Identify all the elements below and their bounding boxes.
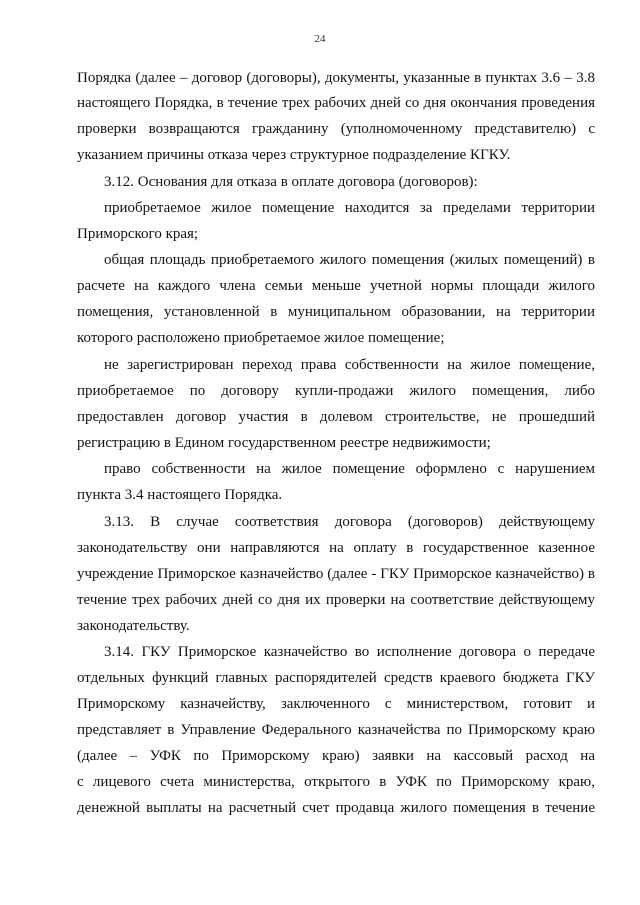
text-line: законодательству они направляются на оплату в государственное казенное — [77, 540, 595, 556]
text-line: расчете на каждого члена семьи меньше учетной нормы площади жилого — [77, 278, 595, 294]
text-line: регистрацию в Едином государственном реестре недвижимости; — [77, 435, 491, 451]
text-line: которого расположено приобретаемое жилое помещение; — [77, 330, 445, 346]
text-line: помещения, установленной в муниципальном образовании, на территории — [77, 304, 595, 320]
text-line: настоящего Порядка, в течение трех рабочих дней со дня окончания проведения — [77, 95, 595, 111]
text-line: приобретаемое по договору купли-продажи жилого помещения, либо — [77, 383, 595, 399]
text-line: пункта 3.4 настоящего Порядка. — [77, 487, 283, 503]
text-line: предоставлен договор участия в долевом строительстве, не прошедший — [77, 409, 595, 425]
text-line: не зарегистрирован переход права собственности на жилое помещение, — [104, 357, 595, 373]
text-line: (далее – УФК по Приморскому краю) заявки на кассовый расход на — [77, 748, 595, 764]
page-number: 24 — [314, 33, 326, 45]
text-line: 3.12. Основания для отказа в оплате договора (договоров): — [104, 174, 478, 190]
text-line: указанием причины отказа через структурное подразделение КГКУ. — [77, 147, 511, 163]
text-line: Приморского края; — [77, 226, 199, 242]
text-line: 3.13. В случае соответствия договора (договоров) действующему — [104, 514, 595, 530]
text-line: Приморскому казначейству, заключенного с министерством, готовит и — [77, 696, 595, 712]
text-line: представляет в Управление Федерального казначейства по Приморскому краю — [77, 722, 595, 738]
text-line: учреждение Приморское казначейство (далее - ГКУ Приморское казначейство) в — [77, 566, 595, 582]
text-line: право собственности на жилое помещение оформлено с нарушением — [104, 461, 595, 477]
text-line: Порядка (далее – договор (договоры), документы, указанные в пунктах 3.6 – 3.8 — [77, 70, 595, 86]
text-line: законодательству. — [77, 618, 190, 634]
text-line: отдельных функций главных распорядителей средств краевого бюджета ГКУ — [77, 670, 595, 686]
text-line: денежной выплаты на расчетный счет продавца жилого помещения в течение — [77, 800, 595, 816]
text-line: приобретаемое жилое помещение находится за пределами территории — [104, 200, 595, 216]
text-line: с лицевого счета министерства, открытого в УФК по Приморскому краю, — [77, 774, 595, 790]
text-line: общая площадь приобретаемого жилого помещения (жилых помещений) в — [104, 252, 595, 268]
text-line: проверки возвращаются гражданину (уполномоченному представителю) с — [77, 121, 595, 137]
text-line: 3.14. ГКУ Приморское казначейство во исполнение договора о передаче — [104, 644, 595, 660]
text-line: течение трех рабочих дней со дня их проверки на соответствие действующему — [77, 592, 595, 608]
